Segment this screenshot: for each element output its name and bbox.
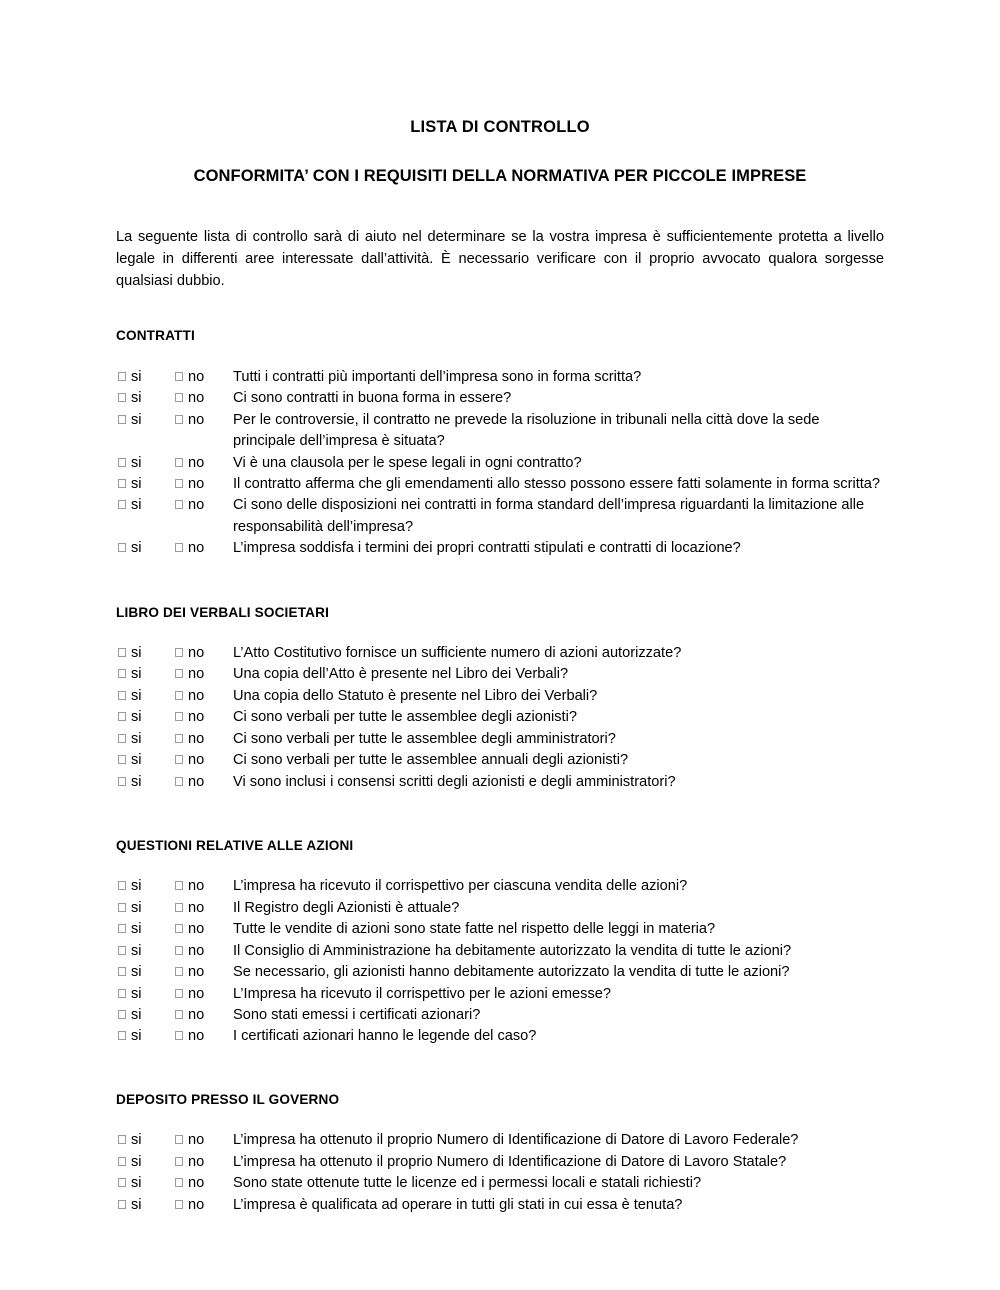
option-yes[interactable] <box>116 1026 175 1047</box>
option-no-label: no <box>188 497 205 514</box>
option-yes[interactable] <box>116 1005 175 1026</box>
checkbox-no-icon[interactable] <box>175 500 183 509</box>
checkbox-yes-icon[interactable] <box>118 1010 126 1019</box>
question-row <box>116 538 884 559</box>
option-yes[interactable] <box>116 984 175 1005</box>
question-text: L’Impresa ha ricevuto il corrispettivo per le azioni emesse? <box>233 985 611 1002</box>
option-yes[interactable] <box>116 919 175 940</box>
question-row <box>116 453 884 474</box>
checkbox-no-icon[interactable] <box>175 734 183 743</box>
question-row <box>116 1152 884 1173</box>
checkbox-no-icon[interactable] <box>175 712 183 721</box>
checkbox-no-icon[interactable] <box>175 479 183 488</box>
option-no-label: no <box>188 645 205 662</box>
checkbox-no-icon[interactable] <box>175 372 183 381</box>
option-yes[interactable] <box>116 729 175 750</box>
checkbox-no-icon[interactable] <box>175 967 183 976</box>
question-list <box>116 345 884 560</box>
option-yes-label: si <box>131 709 142 726</box>
option-no-label: no <box>188 985 205 1002</box>
option-no-label: no <box>188 390 205 407</box>
checkbox-yes-icon[interactable] <box>118 1135 126 1144</box>
option-no[interactable] <box>175 876 232 897</box>
option-yes-label: si <box>131 964 142 981</box>
option-yes[interactable] <box>116 664 175 685</box>
question-text: Il Consiglio di Amministrazione ha debitamente autorizzato la vendita di tutte le azioni? <box>233 942 792 959</box>
option-yes[interactable] <box>116 1152 175 1173</box>
option-no[interactable] <box>175 962 232 983</box>
checkbox-no-icon[interactable] <box>175 924 183 933</box>
question-text: Una copia dello Statuto è presente nel Libro dei Verbali? <box>233 687 598 704</box>
option-no[interactable] <box>175 984 232 1005</box>
option-yes[interactable] <box>116 876 175 897</box>
option-no-label: no <box>188 540 205 557</box>
section-heading: LIBRO DEI VERBALI SOCIETARI <box>116 604 330 620</box>
question-text: L’impresa ha ottenuto il proprio Numero di Identificazione di Datore di Lavoro Statale? <box>233 1153 787 1170</box>
option-no[interactable] <box>175 1130 232 1151</box>
checkbox-no-icon[interactable] <box>175 1031 183 1040</box>
question-row <box>116 772 884 793</box>
question-row <box>116 410 884 453</box>
checkbox-yes-icon[interactable] <box>118 734 126 743</box>
option-yes-label: si <box>131 752 142 769</box>
option-yes[interactable] <box>116 388 175 409</box>
checkbox-yes-icon[interactable] <box>118 946 126 955</box>
option-no-label: no <box>188 921 205 938</box>
option-no[interactable] <box>175 729 232 750</box>
option-yes[interactable] <box>116 495 175 516</box>
option-no[interactable] <box>175 941 232 962</box>
checkbox-yes-icon[interactable] <box>118 881 126 890</box>
option-yes-label: si <box>131 687 142 704</box>
question-row <box>116 898 884 919</box>
option-no-label: no <box>188 475 205 492</box>
question-text: Ci sono verbali per tutte le assemblee annuali degli azionisti? <box>233 752 629 769</box>
option-yes-label: si <box>131 540 142 557</box>
question-text: Ci sono delle disposizioni nei contratti in forma standard dell’impresa riguardanti la limitazione alle responsabilità dell’impresa? <box>233 497 865 535</box>
option-yes-label: si <box>131 666 142 683</box>
option-no-label: no <box>188 709 205 726</box>
checkbox-yes-icon[interactable] <box>118 989 126 998</box>
option-yes-label: si <box>131 368 142 385</box>
question-row <box>116 686 884 707</box>
option-yes-label: si <box>131 1196 142 1213</box>
option-yes-label: si <box>131 497 142 514</box>
checkbox-yes-icon[interactable] <box>118 755 126 764</box>
question-text: Una copia dell’Atto è presente nel Libro dei Verbali? <box>233 666 569 683</box>
checkbox-no-icon[interactable] <box>175 543 183 552</box>
option-no-label: no <box>188 687 205 704</box>
question-row <box>116 919 884 940</box>
checkbox-yes-icon[interactable] <box>118 712 126 721</box>
option-no-label: no <box>188 773 205 790</box>
option-yes[interactable] <box>116 707 175 728</box>
checkbox-yes-icon[interactable] <box>118 415 126 424</box>
option-yes[interactable] <box>116 750 175 771</box>
option-yes[interactable] <box>116 538 175 559</box>
question-row <box>116 495 884 538</box>
option-yes[interactable] <box>116 941 175 962</box>
option-no[interactable] <box>175 1152 232 1173</box>
question-text: Ci sono contratti in buona forma in essere? <box>233 390 512 407</box>
question-text: Vi sono inclusi i consensi scritti degli azionisti e degli amministratori? <box>233 773 676 790</box>
checkbox-yes-icon[interactable] <box>118 924 126 933</box>
option-yes-label: si <box>131 773 142 790</box>
option-yes[interactable] <box>116 367 175 388</box>
checkbox-yes-icon[interactable] <box>118 648 126 657</box>
checkbox-no-icon[interactable] <box>175 648 183 657</box>
option-no[interactable] <box>175 919 232 940</box>
question-row <box>116 729 884 750</box>
question-text: I certificati azionari hanno le legende del caso? <box>233 1028 537 1045</box>
checkbox-no-icon[interactable] <box>175 415 183 424</box>
option-no-label: no <box>188 454 205 471</box>
option-yes[interactable] <box>116 1195 175 1216</box>
checkbox-no-icon[interactable] <box>175 881 183 890</box>
section-contratti <box>116 292 884 559</box>
option-no-label: no <box>188 730 205 747</box>
section-verbali <box>116 560 884 793</box>
option-yes-label: si <box>131 899 142 916</box>
question-row <box>116 1173 884 1194</box>
option-yes[interactable] <box>116 410 175 431</box>
option-no-label: no <box>188 899 205 916</box>
question-text: Tutti i contratti più importanti dell’impresa sono in forma scritta? <box>233 368 642 385</box>
question-row <box>116 388 884 409</box>
question-text: L’impresa soddisfa i termini dei propri contratti stipulati e contratti di locazione? <box>233 540 741 557</box>
checkbox-yes-icon[interactable] <box>118 1157 126 1166</box>
question-row <box>116 1195 884 1216</box>
checkbox-yes-icon[interactable] <box>118 691 126 700</box>
question-text: Sono state ottenute tutte le licenze ed i permessi locali e statali richiesti? <box>233 1175 702 1192</box>
option-yes[interactable] <box>116 1130 175 1151</box>
option-yes-label: si <box>131 411 142 428</box>
question-text: Vi è una clausola per le spese legali in ogni contratto? <box>233 454 582 471</box>
option-no[interactable] <box>175 474 232 495</box>
option-no-label: no <box>188 1175 205 1192</box>
question-text: L’impresa è qualificata ad operare in tutti gli stati in cui essa è tenuta? <box>233 1196 683 1213</box>
option-yes-label: si <box>131 1007 142 1024</box>
option-no[interactable] <box>175 1005 232 1026</box>
option-no[interactable] <box>175 1026 232 1047</box>
question-text: L’Atto Costitutivo fornisce un sufficiente numero di azioni autorizzate? <box>233 645 682 662</box>
question-text: Tutte le vendite di azioni sono state fatte nel rispetto delle leggi in materia? <box>233 921 716 938</box>
option-no[interactable] <box>175 410 232 431</box>
option-yes-label: si <box>131 1175 142 1192</box>
option-no[interactable] <box>175 664 232 685</box>
option-yes[interactable] <box>116 898 175 919</box>
option-no[interactable] <box>175 1173 232 1194</box>
section-heading: QUESTIONI RELATIVE ALLE AZIONI <box>116 838 354 854</box>
checkbox-yes-icon[interactable] <box>118 903 126 912</box>
question-row <box>116 1005 884 1026</box>
checkbox-yes-icon[interactable] <box>118 669 126 678</box>
option-no-label: no <box>188 878 205 895</box>
section-deposito <box>116 1048 884 1216</box>
checkbox-no-icon[interactable] <box>175 755 183 764</box>
option-no[interactable] <box>175 1195 232 1216</box>
option-yes[interactable] <box>116 453 175 474</box>
option-no[interactable] <box>175 707 232 728</box>
option-yes-label: si <box>131 645 142 662</box>
question-text: L’impresa ha ottenuto il proprio Numero di Identificazione di Datore di Lavoro Federale? <box>233 1132 799 1149</box>
question-text: Ci sono verbali per tutte le assemblee degli azionisti? <box>233 709 577 726</box>
checkbox-no-icon[interactable] <box>175 1200 183 1209</box>
option-no[interactable] <box>175 367 232 388</box>
option-no[interactable] <box>175 643 232 664</box>
question-row <box>116 984 884 1005</box>
checkbox-no-icon[interactable] <box>175 691 183 700</box>
option-yes[interactable] <box>116 686 175 707</box>
option-no-label: no <box>188 368 205 385</box>
option-no-label: no <box>188 1153 205 1170</box>
option-yes[interactable] <box>116 474 175 495</box>
checkbox-no-icon[interactable] <box>175 393 183 402</box>
intro-paragraph: La seguente lista di controllo sarà di aiuto nel determinare se la vostra impresa è sufficientemente protetta a livello legale in differenti aree interessate dall’attività. È necessario verificare con il proprio avvocato qualora sorgesse qualsiasi dubbio. <box>116 228 884 290</box>
option-no[interactable] <box>175 453 232 474</box>
question-list <box>116 854 884 1048</box>
question-row <box>116 1130 884 1151</box>
option-yes[interactable] <box>116 643 175 664</box>
option-no-label: no <box>188 752 205 769</box>
question-list <box>116 1108 884 1216</box>
section-heading: CONTRATTI <box>116 328 195 344</box>
option-yes-label: si <box>131 1028 142 1045</box>
checkbox-no-icon[interactable] <box>175 777 183 786</box>
option-no-label: no <box>188 942 205 959</box>
checkbox-yes-icon[interactable] <box>118 372 126 381</box>
option-no[interactable] <box>175 772 232 793</box>
option-no[interactable] <box>175 538 232 559</box>
option-yes-label: si <box>131 475 142 492</box>
option-no-label: no <box>188 1007 205 1024</box>
question-row <box>116 474 884 495</box>
option-no[interactable] <box>175 898 232 919</box>
option-no-label: no <box>188 1028 205 1045</box>
question-text: L’impresa ha ricevuto il corrispettivo per ciascuna vendita delle azioni? <box>233 878 688 895</box>
checkbox-yes-icon[interactable] <box>118 1200 126 1209</box>
checkbox-yes-icon[interactable] <box>118 1178 126 1187</box>
question-row <box>116 750 884 771</box>
option-yes[interactable] <box>116 772 175 793</box>
option-no-label: no <box>188 964 205 981</box>
option-yes-label: si <box>131 454 142 471</box>
question-row <box>116 367 884 388</box>
checkbox-yes-icon[interactable] <box>118 1031 126 1040</box>
checkbox-yes-icon[interactable] <box>118 500 126 509</box>
option-yes-label: si <box>131 985 142 1002</box>
checkbox-yes-icon[interactable] <box>118 479 126 488</box>
question-text: Se necessario, gli azionisti hanno debitamente autorizzato la vendita di tutte le azioni? <box>233 964 790 981</box>
option-yes-label: si <box>131 390 142 407</box>
question-text: Per le controversie, il contratto ne prevede la risoluzione in tribunali nella città dove la sede principale dell’impresa è situata? <box>233 411 820 450</box>
section-azioni <box>116 793 884 1048</box>
question-text: Il contratto afferma che gli emendamenti allo stesso possono essere fatti solamente in forma scritta? <box>233 475 881 492</box>
option-yes-label: si <box>131 878 142 895</box>
option-yes[interactable] <box>116 1173 175 1194</box>
checkbox-no-icon[interactable] <box>175 1010 183 1019</box>
option-yes[interactable] <box>116 962 175 983</box>
checkbox-no-icon[interactable] <box>175 1135 183 1144</box>
option-no-label: no <box>188 1196 205 1213</box>
question-row <box>116 707 884 728</box>
checkbox-no-icon[interactable] <box>175 903 183 912</box>
option-yes-label: si <box>131 921 142 938</box>
section-heading: DEPOSITO PRESSO IL GOVERNO <box>116 1091 340 1107</box>
checkbox-no-icon[interactable] <box>175 1178 183 1187</box>
question-text: Ci sono verbali per tutte le assemblee degli amministratori? <box>233 730 616 747</box>
page-title: LISTA DI CONTROLLO <box>410 118 590 136</box>
checkbox-no-icon[interactable] <box>175 458 183 467</box>
checkbox-no-icon[interactable] <box>175 989 183 998</box>
question-row <box>116 664 884 685</box>
question-row <box>116 941 884 962</box>
option-no-label: no <box>188 666 205 683</box>
page-subtitle: CONFORMITA’ CON I REQUISITI DELLA NORMATIVA PER PICCOLE IMPRESE <box>193 166 807 185</box>
checkbox-no-icon[interactable] <box>175 946 183 955</box>
option-yes-label: si <box>131 1132 142 1149</box>
checkbox-yes-icon[interactable] <box>118 967 126 976</box>
checkbox-yes-icon[interactable] <box>118 543 126 552</box>
question-row <box>116 643 884 664</box>
question-row <box>116 876 884 897</box>
sections-container <box>116 292 884 1216</box>
checkbox-yes-icon[interactable] <box>118 393 126 402</box>
checkbox-yes-icon[interactable] <box>118 777 126 786</box>
question-row <box>116 1026 884 1047</box>
checkbox-yes-icon[interactable] <box>118 458 126 467</box>
question-list <box>116 621 884 793</box>
option-yes-label: si <box>131 942 142 959</box>
checkbox-no-icon[interactable] <box>175 1157 183 1166</box>
question-text: Il Registro degli Azionisti è attuale? <box>233 899 460 916</box>
option-yes-label: si <box>131 730 142 747</box>
question-text: Sono stati emessi i certificati azionari? <box>233 1007 481 1024</box>
option-no[interactable] <box>175 686 232 707</box>
option-no[interactable] <box>175 495 232 516</box>
option-no-label: no <box>188 411 205 428</box>
option-yes-label: si <box>131 1153 142 1170</box>
question-row <box>116 962 884 983</box>
checkbox-no-icon[interactable] <box>175 669 183 678</box>
option-no[interactable] <box>175 750 232 771</box>
option-no[interactable] <box>175 388 232 409</box>
option-no-label: no <box>188 1132 205 1149</box>
